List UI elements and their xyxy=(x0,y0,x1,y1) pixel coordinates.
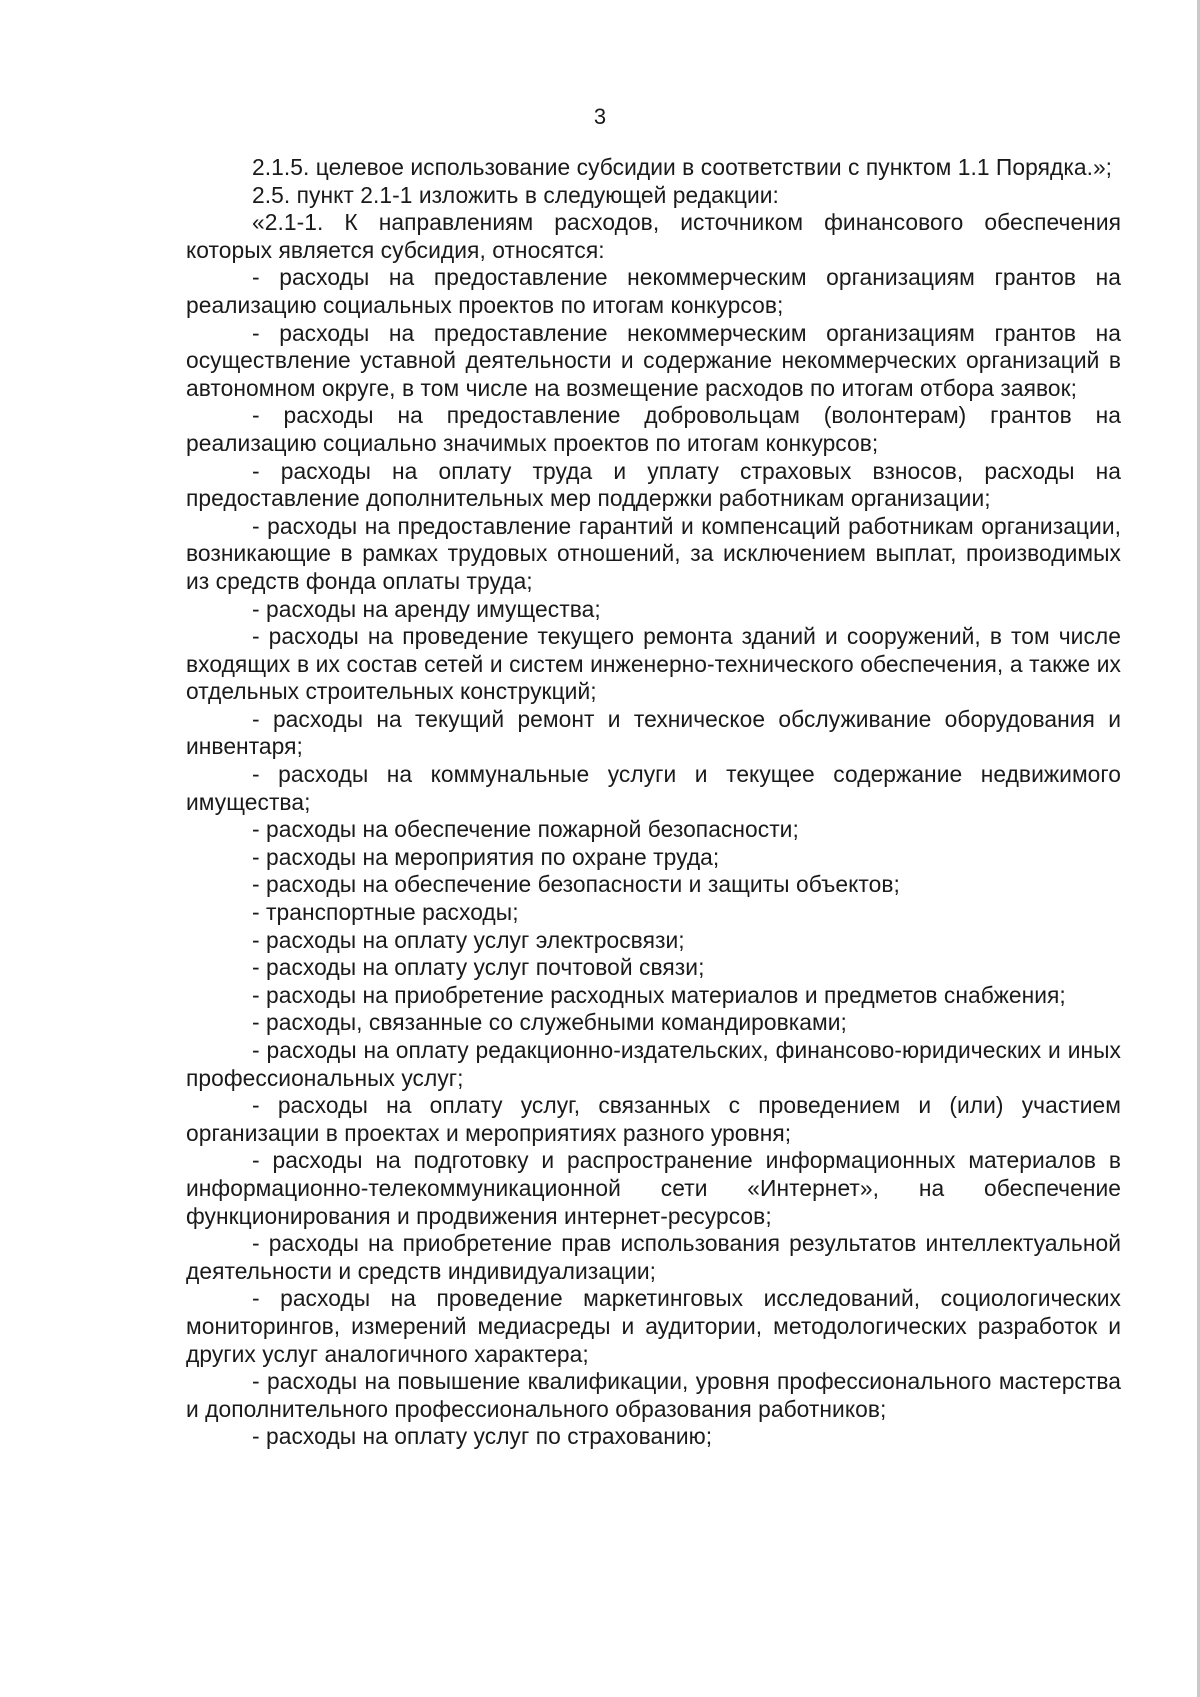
list-item: - расходы на подготовку и распространение информационных материалов в информационно-телекоммуникационной сети «Интернет», на обеспечение функционирования и продвижения интернет-ресурсов; xyxy=(186,1147,1121,1229)
list-item: - расходы на приобретение прав использования результатов интеллектуальной деятельности и средств индивидуализации; xyxy=(186,1230,1121,1284)
list-item: - расходы на оплату услуг, связанных с проведением и (или) участием организации в проектах и мероприятиях разного уровня; xyxy=(186,1092,1121,1146)
list-item: - транспортные расходы; xyxy=(252,899,519,926)
document-body xyxy=(186,154,1121,1451)
list-item: - расходы на оплату труда и уплату страховых взносов, расходы на предоставление дополнительных мер поддержки работникам организации; xyxy=(186,457,1121,512)
list-item: - расходы на оплату услуг почтовой связи; xyxy=(252,954,705,981)
list-item: - расходы на обеспечение пожарной безопасности; xyxy=(252,816,799,843)
list-item: - расходы на проведение маркетинговых исследований, социологических мониторингов, измерений медиасреды и аудитории, методологических разработок и других услуг аналогичного характера; xyxy=(186,1285,1121,1367)
page-number: 3 xyxy=(593,104,607,129)
list-item: - расходы на мероприятия по охране труда; xyxy=(252,843,720,870)
list-item: - расходы на предоставление некоммерческим организациям грантов на реализацию социальных проектов по итогам конкурсов; xyxy=(186,264,1121,318)
paragraph-2-1-1-intro: «2.1-1. К направлениям расходов, источником финансового обеспечения которых является субсидия, относятся: xyxy=(186,209,1121,263)
list-item: - расходы на текущий ремонт и техническое обслуживание оборудования и инвентаря; xyxy=(186,705,1121,760)
list-item: - расходы на оплату услуг по страхованию; xyxy=(252,1423,713,1450)
list-item: - расходы на оплату услуг электросвязи; xyxy=(252,926,685,953)
list-item: - расходы на предоставление добровольцам (волонтерам) грантов на реализацию социально значимых проектов по итогам конкурсов; xyxy=(186,402,1121,456)
list-item: - расходы на аренду имущества; xyxy=(252,595,601,622)
list-item: - расходы на предоставление некоммерческим организациям грантов на осуществление уставной деятельности и содержание некоммерческих организаций в автономном округе, в том числе на возмещение расходов по итогам отбора заявок; xyxy=(186,319,1121,401)
list-item: - расходы на проведение текущего ремонта зданий и сооружений, в том числе входящих в их состав сетей и систем инженерно-технического обеспечения, а также их отдельных строительных конструкций; xyxy=(186,623,1121,705)
list-item: - расходы, связанные со служебными командировками; xyxy=(252,1009,847,1036)
list-item: - расходы на предоставление гарантий и компенсаций работникам организации, возникающие в рамках трудовых отношений, за исключением выплат, производимых из средств фонда оплаты труда; xyxy=(186,512,1121,594)
list-item: - расходы на коммунальные услуги и текущее содержание недвижимого имущества; xyxy=(186,761,1121,815)
paragraph-amendment-2-5: 2.5. пункт 2.1-1 изложить в следующей редакции: xyxy=(252,181,779,208)
list-item: - расходы на обеспечение безопасности и защиты объектов; xyxy=(252,871,900,898)
list-item: - расходы на оплату редакционно-издательских, финансово-юридических и иных профессиональных услуг; xyxy=(186,1037,1121,1091)
list-item: - расходы на приобретение расходных материалов и предметов снабжения; xyxy=(252,981,1066,1008)
paragraph-2-1-5: 2.1.5. целевое использование субсидии в соответствии с пунктом 1.1 Порядка.»; xyxy=(252,154,1113,180)
list-item: - расходы на повышение квалификации, уровня профессионального мастерства и дополнительного профессионального образования работников; xyxy=(186,1368,1121,1422)
